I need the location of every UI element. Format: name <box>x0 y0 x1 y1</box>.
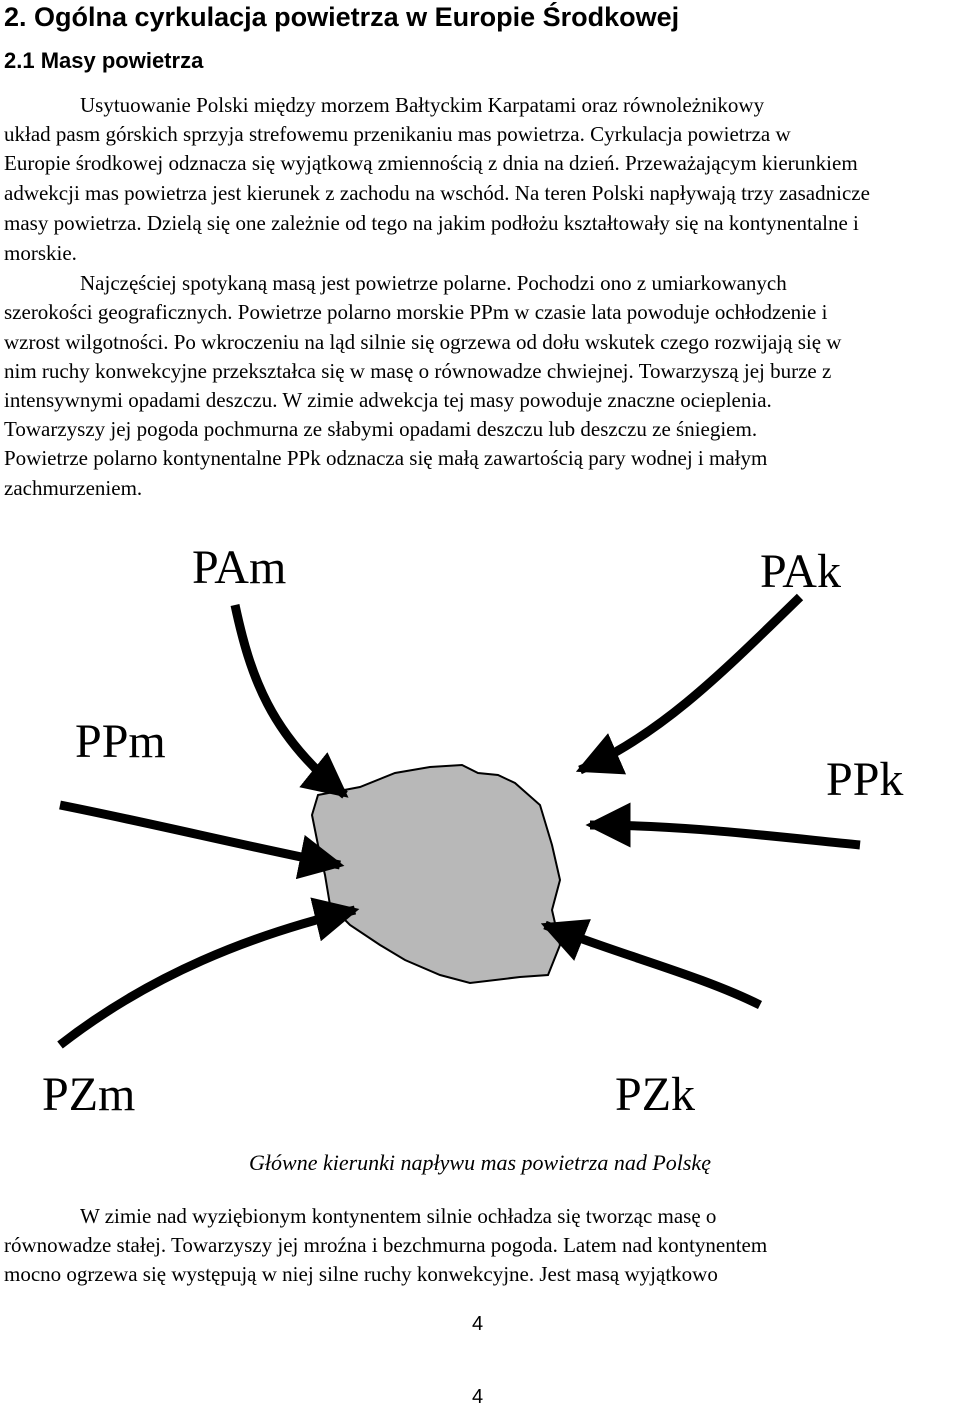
text-line: Usytuowanie Polski między morzem Bałtyckim Karpatami oraz równoleżnikowy <box>80 93 765 117</box>
arrow-pam <box>235 605 345 795</box>
arrow-ppm <box>60 805 340 865</box>
label-pam: PAm <box>192 541 287 594</box>
arrow-pak <box>580 597 800 770</box>
text-line: układ pasm górskich sprzyja strefowemu przenikaniu mas powietrza. Cyrkulacja powietrza w <box>4 122 791 146</box>
arrow-ppk <box>590 825 860 845</box>
text-line: Towarzyszy jej pogoda pochmurna ze słabymi opadami deszczu lub deszczu ze śniegiem. <box>4 417 758 441</box>
section-heading: 2.1 Masy powietrza <box>4 48 204 73</box>
text-line: szerokości geograficznych. Powietrze polarno morskie PPm w czasie lata powoduje ochłodzenie i <box>4 300 828 324</box>
text-line: zachmurzeniem. <box>4 476 143 500</box>
text-line: adwekcji mas powietrza jest kierunek z zachodu na wschód. Na teren Polski napływają trzy zasadnicze <box>4 181 870 205</box>
text-line: intensywnymi opadami deszczu. W zimie adwekcja tej masy powoduje znaczne ocieplenia. <box>4 388 772 412</box>
text-line: W zimie nad wyziębionym kontynentem silnie ochładza się tworząc masę o <box>80 1204 717 1228</box>
text-line: nim ruchy konwekcyjne przekształca się w masę o równowadze chwiejnej. Towarzyszą jej burze z <box>4 359 832 383</box>
label-pzm: PZm <box>42 1068 136 1121</box>
poland-shape <box>312 765 560 983</box>
label-ppk: PPk <box>826 753 904 806</box>
figure-caption: Główne kierunki napływu mas powietrza nad Polskę <box>249 1150 711 1175</box>
text-line: wzrost wilgotności. Po wkroczeniu na ląd silnie się ogrzewa od dołu wskutek czego rozwijają się w <box>4 330 842 354</box>
page-heading: 2. Ogólna cyrkulacja powietrza w Europie Środkowej <box>4 2 680 32</box>
text-line: morskie. <box>4 241 77 265</box>
arrow-pzk <box>545 925 760 1005</box>
text-line: Powietrze polarno kontynentalne PPk odznacza się małą zawartością pary wodnej i małym <box>4 446 768 470</box>
text-line: równowadze stałej. Towarzyszy jej mroźna i bezchmurna pogoda. Latem nad kontynentem <box>4 1233 768 1257</box>
label-pzk: PZk <box>615 1068 696 1121</box>
label-ppm: PPm <box>75 715 166 768</box>
text-line: Europie środkowej odznacza się wyjątkową zmiennością z dnia na dzień. Przeważającym kierunkiem <box>4 151 858 175</box>
text-line: masy powietrza. Dzielą się one zależnie od tego na jakim podłożu kształtowały się na kontynentalne i <box>4 211 859 235</box>
air-mass-diagram <box>0 505 960 1125</box>
text-line: Najczęściej spotykaną masą jest powietrze polarne. Pochodzi ono z umiarkowanych <box>80 271 787 295</box>
text-line: mocno ogrzewa się występują w niej silne ruchy konwekcyjne. Jest masą wyjątkowo <box>4 1262 718 1286</box>
label-pak: PAk <box>760 545 841 598</box>
arrow-pzm <box>60 910 355 1045</box>
page-number-footer: 4 <box>472 1386 484 1408</box>
page-number: 4 <box>472 1313 484 1335</box>
